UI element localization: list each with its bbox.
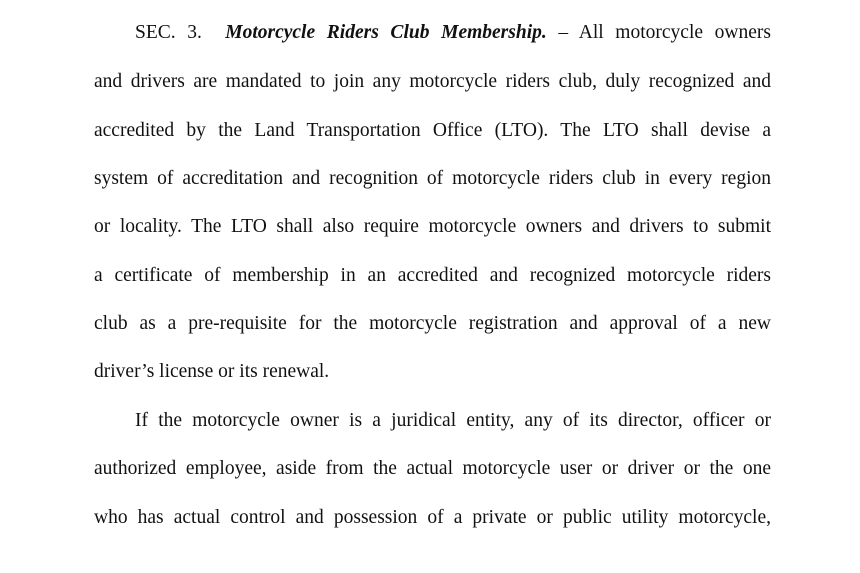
paragraph1-last-line: driver’s license or its renewal. xyxy=(94,361,330,382)
paragraph2-line: authorized employee, aside from the actual motorcycle user or driver or the one xyxy=(94,458,771,479)
paragraph2-line: who has actual control and possession of a private or public utility motorcycle, xyxy=(94,507,771,528)
paragraph1-line: or locality. The LTO shall also require motorcycle owners and drivers to submit xyxy=(94,216,771,237)
paragraph1-line: accredited by the Land Transportation Office (LTO). The LTO shall devise a xyxy=(94,120,771,141)
paragraph1-line: and drivers are mandated to join any motorcycle riders club, duly recognized and xyxy=(94,71,771,92)
section-heading-line xyxy=(135,18,771,48)
section-first-line-text: – All motorcycle owners xyxy=(558,22,771,43)
section-title: Motorcycle Riders Club Membership. xyxy=(225,22,547,43)
paragraph1-line: a certificate of membership in an accredited and recognized motorcycle riders xyxy=(94,265,771,286)
paragraph1-line: system of accreditation and recognition of motorcycle riders club in every region xyxy=(94,168,771,189)
paragraph1-line: club as a pre-requisite for the motorcycle registration and approval of a new xyxy=(94,313,771,334)
section-number: SEC. 3. xyxy=(135,22,202,43)
paragraph2-line: If the motorcycle owner is a juridical entity, any of its director, officer or xyxy=(135,410,771,431)
